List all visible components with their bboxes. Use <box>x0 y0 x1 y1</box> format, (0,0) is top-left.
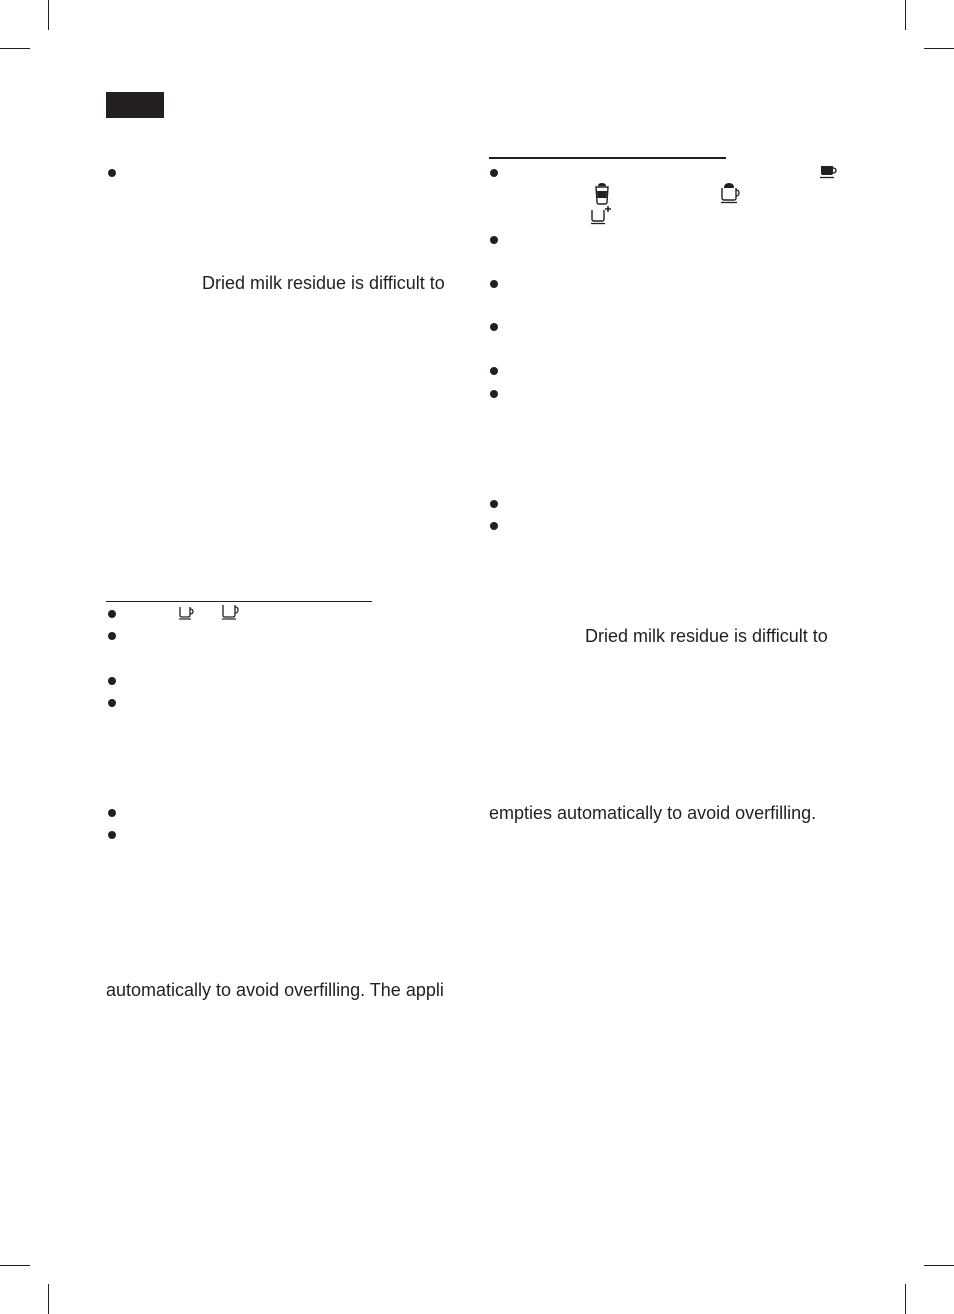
list-bullet <box>108 809 116 817</box>
crop-mark <box>48 1284 49 1314</box>
section-rule <box>489 157 726 159</box>
crop-mark <box>924 48 954 49</box>
crop-mark <box>905 1284 906 1314</box>
list-bullet <box>490 236 498 244</box>
list-bullet <box>108 610 116 618</box>
list-bullet <box>490 500 498 508</box>
list-bullet <box>108 169 116 177</box>
cup-plus-icon <box>590 205 612 225</box>
small-cup-icon <box>178 605 196 621</box>
list-bullet <box>490 280 498 288</box>
list-bullet <box>490 169 498 177</box>
crop-mark <box>48 0 49 30</box>
crop-mark <box>0 1265 30 1266</box>
right-paragraph-1-fragment: Dried milk residue is difficult to <box>585 626 828 646</box>
list-bullet <box>490 323 498 331</box>
large-cup-icon <box>221 603 241 621</box>
list-bullet <box>108 831 116 839</box>
list-bullet <box>108 677 116 685</box>
cappuccino-cup-icon <box>720 182 740 204</box>
list-bullet <box>490 522 498 530</box>
list-bullet <box>108 699 116 707</box>
milk-glass-icon <box>594 182 610 206</box>
language-tab <box>106 92 164 118</box>
section-rule <box>106 601 372 602</box>
list-bullet <box>490 367 498 375</box>
left-paragraph-2-fragment: automatically to avoid overfilling. The appli <box>106 980 444 1000</box>
crop-mark <box>924 1265 954 1266</box>
espresso-cup-icon <box>819 163 839 179</box>
right-paragraph-2-fragment: empties automatically to avoid overfilling. <box>489 803 817 823</box>
left-paragraph-1-fragment: Dried milk residue is difficult to <box>202 273 445 293</box>
list-bullet <box>490 390 498 398</box>
list-bullet <box>108 632 116 640</box>
crop-mark <box>0 48 30 49</box>
crop-mark <box>905 0 906 30</box>
